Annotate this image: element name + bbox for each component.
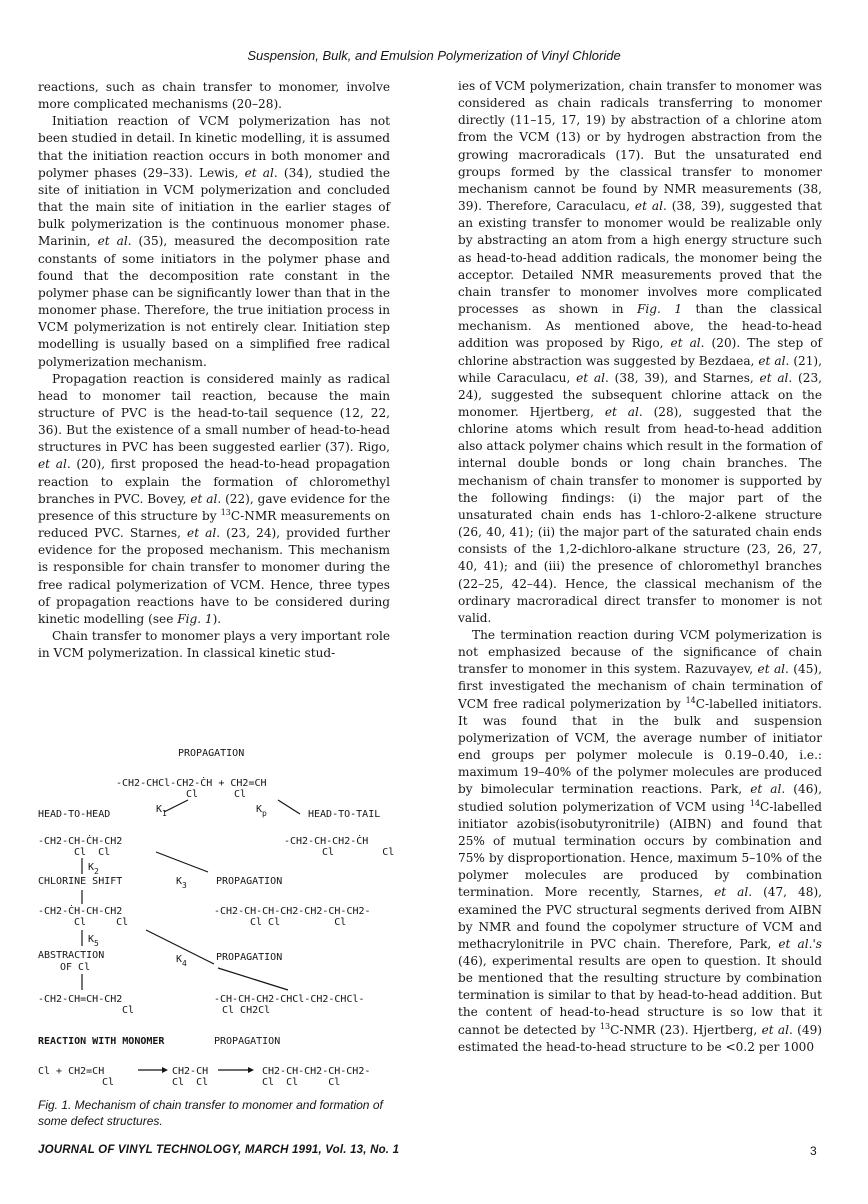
fig-rm-start: Cl + CH2=CH xyxy=(38,1066,105,1077)
fig-p3-cl: Cl CH2Cl xyxy=(222,1005,271,1016)
running-header: Suspension, Bulk, and Emulsion Polymerization of Vinyl Chloride xyxy=(247,48,621,63)
fig-p2-cl: Cl Cl Cl xyxy=(250,917,347,928)
fig-cs-cl: Cl Cl xyxy=(74,917,129,928)
fig-hh-cl: Cl Cl xyxy=(74,847,111,858)
fig-rm-cl: Cl Cl Cl xyxy=(262,1077,341,1085)
arrow-line xyxy=(278,800,300,814)
fig-title-propagation: PROPAGATION xyxy=(178,748,245,759)
fig-rm-end: CH2-CH-CH2-CH-CH2- xyxy=(262,1066,371,1077)
fig-label-propagation-3: PROPAGATION xyxy=(216,952,283,963)
arrow-line xyxy=(164,800,188,812)
fig-ab-cl: Cl xyxy=(122,1005,135,1016)
fig-ht-chain: -CH2-CH-CH2-ĊH xyxy=(284,836,369,847)
fig-p2-chain: -CH2-CH-CH-CH2-CH2-CH-CH2- xyxy=(214,906,371,917)
fig-rm-cl: Cl Cl xyxy=(172,1077,209,1085)
page-number: 3 xyxy=(810,1144,817,1158)
fig-top-cl: Cl xyxy=(186,789,199,800)
paragraph: The termination reaction during VCM polymerization is not emphasized because of the significance of chain transfer to monomer in this system. Razuvayev, et al. (45), first investigated the mechanism of chain termination of VCM free radical polymerization by $^{14}$C-labelled initiators. It was found that in the bulk and suspension polymerization of VCM, the average number of initiator end groups per polymer molecule is 0.19–0.40, i.e.: maximum 19–40% of the polymer molecules are produced by bimolecular termination reactions. Park, et al. (46), studied solution polymerization of VCM using $^{14}$C-labelled initiator azobis(isobutyronitrile) (AIBN) and found that 25% of mutual termination occurs by combination and 75% by disproportionation. Hence, maximum 5–10% of the polymer molecules are produced by combination termination. More recently, Starnes, et al. (47, 48), examined the PVC structural segments derived from AIBN by NMR and found the copolymer structure of VCM and methacrylonitrile in PVC chain. Therefore, Park, et al.'s (46), experimental results are open to question. It should be mentioned that the resulting structure by combination termination is similar to that by head-to-head addition. But the content of head-to-head structure is so low that it cannot be detected by $^{13}$C-NMR (23). Hjertberg, et al. (49) estimated the head-to-head structure to be <0.2 per 1000 xyxy=(458,628,823,1054)
arrowhead-icon xyxy=(248,1067,254,1073)
paragraph: Propagation reaction is considered mainly as radical head to monomer tail reaction, because the main structure of PVC is the head-to-tail sequence (12, 22, 36). But the existence of a small number of head-to-head structures in PVC has been suggested earlier (37). Rigo, et al. (20), first proposed the head-to-head propagation reaction to explain the formation of chloromethyl branches in PVC. Bovey, et al. (22), gave evidence for the presence of this structure by $^{13}$C-NMR measurements on reduced PVC. Starnes, et al. (23, 24), provided further evidence for the proposed mechanism. This mechanism is responsible for chain transfer to monomer during the free radical polymerization of VCM. Hence, three types of propagation reactions have to be considered during kinetic modelling (see Fig. 1). xyxy=(38,371,391,626)
fig-top-chain: -CH2-CHCl-CH2-ĊH + CH2=CH xyxy=(116,778,267,789)
fig-label-propagation-2: PROPAGATION xyxy=(216,876,283,887)
fig-rm-cl: Cl xyxy=(102,1077,115,1085)
fig-kp: $K_p$ xyxy=(256,804,267,818)
fig-ht-cl: Cl Cl xyxy=(322,847,395,858)
paragraph: Chain transfer to monomer plays a very important role in VCM polymerization. In classical kinetic stud- xyxy=(38,629,390,661)
paragraph: Initiation reaction of VCM polymerization has not been studied in detail. In kinetic modelling, it is assumed that the initiation reaction occurs in both monomer and polymer phases (29–33). Lewis, et al. (34), studied the site of initiation in VCM polymerization and concluded that the main site of initiation in the earlier stages of bulk polymerization is the continuous monomer phase. Marinin, et al. (35), measured the decomposition rate constants of some initiators in the polymer phase and found that the decomposition rate constant in the polymer phase can be significantly lower than that in the monomer phase. Therefore, the true initiation process in VCM polymerization is not entirely clear. Initiation step modelling is usually based on a simplified free radical polymerization mechanism. xyxy=(38,114,390,369)
fig-k5: $K_5$ xyxy=(88,934,99,948)
figure-caption: Fig. 1. Mechanism of chain transfer to monomer and formation of some defect structures. xyxy=(38,1098,383,1128)
fig-p3-chain: -CH-CH-CH2-CHCl-CH2-CHCl- xyxy=(214,994,365,1005)
arrowhead-icon xyxy=(162,1067,168,1073)
right-column xyxy=(458,78,822,1056)
fig-k4: $K_4$ xyxy=(176,954,187,968)
fig-k1: $K_1$ xyxy=(156,804,167,818)
fig-ab-chain: -CH2-CH=CH-CH2 xyxy=(38,994,123,1005)
paragraph: reactions, such as chain transfer to monomer, involve more complicated mechanisms (20–28). xyxy=(38,80,390,112)
fig-label-head-to-tail: HEAD-TO-TAIL xyxy=(308,809,381,820)
fig-k2: $K_2$ xyxy=(88,862,99,876)
fig-hh-chain: -CH2-CH-ĊH-CH2 xyxy=(38,836,123,847)
arrow-line xyxy=(156,852,208,872)
fig-label-propagation-4: PROPAGATION xyxy=(214,1036,281,1047)
figure-1-mechanism xyxy=(38,740,410,1085)
fig-cs-chain: -CH2-ĊH-CH-CH2 xyxy=(38,906,123,917)
fig-k3: $K_3$ xyxy=(176,876,187,890)
fig-label-reaction-with-monomer: REACTION WITH MONOMER xyxy=(38,1036,165,1047)
fig-label-of-cl: OF Cl xyxy=(60,962,91,973)
journal-footer: JOURNAL OF VINYL TECHNOLOGY, MARCH 1991, Vol. 13, No. 1 xyxy=(38,1144,400,1156)
fig-label-head-to-head: HEAD-TO-HEAD xyxy=(38,809,111,820)
fig-rm-mid: CH2-CH xyxy=(172,1066,209,1077)
paragraph: ies of VCM polymerization, chain transfer to monomer was considered as chain radicals transferring to monomer directly (11–15, 17, 19) by abstraction of a chlorine atom from the VCM (13) or by hydrogen abstraction from the growing macroradicals (17). But the unsaturated end groups formed by the classical transfer to monomer mechanism cannot be found by NMR measurements (38, 39). Therefore, Caraculacu, et al. (38, 39), suggested that an existing transfer to monomer would be realizable only by abstracting an atom from a high energy structure such as head-to-head addition radicals, the monomer being the acceptor. Detailed NMR measurements proved that the chain transfer to monomer involves more complicated processes as shown in Fig. 1 than the classical mechanism. As mentioned above, the head-to-head addition was proposed by Rigo, et al. (20). The step of chlorine abstraction was suggested by Bezdaea, et al. (21), while Caraculacu, et al. (38, 39), and Starnes, et al. (23, 24), suggested the subsequent chlorine attack on the monomer. Hjertberg, et al. (28), suggested that the chlorine atoms which result from head-to-head addition also attack polymer chains which result in the formation of internal double bonds or long chain branches. The mechanism of chain transfer to monomer is supported by the following findings: (i) the major part of the unsaturated chain ends has 1-chloro-2-alkene structure (26, 40, 41); (ii) the major part of the saturated chain ends consists of the 1,2-dichloro-alkane structure (23, 26, 27, 40, 41); and (iii) the presence of chloromethyl branches (22–25, 42–44). Hence, the classical mechanism of the ordinary macroradical direct transfer to monomer is not valid. xyxy=(458,79,822,625)
fig-label-chlorine-shift: CHLORINE SHIFT xyxy=(38,876,123,887)
arrow-line xyxy=(218,968,288,990)
fig-label-abstraction: ABSTRACTION xyxy=(38,950,105,961)
left-column xyxy=(38,79,390,662)
fig-top-cl: Cl xyxy=(234,789,247,800)
